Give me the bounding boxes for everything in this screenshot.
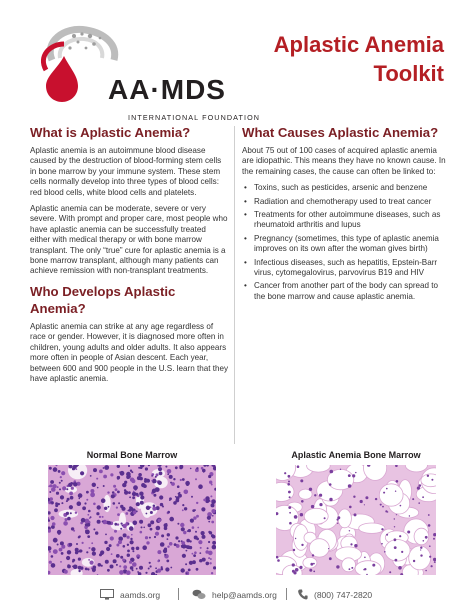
causes-list-item: • Radiation and chemotherapy used to treat cancer	[242, 197, 446, 207]
footer-email[interactable]	[192, 589, 277, 600]
footer-phone[interactable]	[298, 589, 372, 600]
normal-marrow-caption: Normal Bone Marrow	[86, 450, 178, 460]
title-line-2: Toolkit	[373, 61, 444, 86]
aamds-logo	[30, 22, 261, 122]
footer-email-text[interactable]: help@aamds.org	[212, 589, 277, 600]
causes-list	[242, 183, 446, 302]
aplastic-marrow-image	[276, 465, 436, 575]
what-paragraph-1: Aplastic anemia is an autoimmune blood disease caused by the destruction of blood-forming stem cells in bone marrow by your immune system. These stem cells normally develop into three types of blood cells: red blood cells, white blood cells and platelets.	[30, 146, 222, 197]
right-column	[242, 118, 446, 305]
footer-phone-text[interactable]: (800) 747-2820	[314, 589, 373, 600]
normal-marrow-figure	[48, 450, 216, 575]
aplastic-marrow-caption: Aplastic Anemia Bone Marrow	[291, 450, 421, 460]
what-heading: What is Aplastic Anemia?	[30, 125, 191, 140]
aplastic-marrow-figure	[276, 450, 436, 575]
causes-heading: What Causes Aplastic Anemia?	[242, 125, 439, 140]
monitor-icon	[100, 589, 114, 600]
left-column	[30, 118, 228, 390]
footer-separator	[178, 588, 179, 600]
causes-list-item: • Toxins, such as pesticides, arsenic and benzene	[242, 183, 446, 193]
logo-subtitle: INTERNATIONAL FOUNDATION	[128, 113, 261, 122]
footer-contact-bar	[0, 580, 474, 606]
causes-list-item: • Treatments for other autoimmune diseases, such as rheumatoid arthritis and lupus	[242, 210, 446, 231]
what-paragraph-2: Aplastic anemia can be moderate, severe or very severe. With prompt and proper care, most people who have aplastic anemia can be successfully treated either with medical therapy or with bone marrow transplant. The only “true” cure for aplastic anemia is a bone marrow transplant, although many patients can achieve remission with non-transplant treatments.	[30, 204, 228, 276]
normal-marrow-image	[48, 465, 216, 575]
phone-icon	[298, 589, 308, 600]
chat-bubbles-icon	[192, 589, 206, 600]
causes-list-item: • Infectious diseases, such as hepatitis, Epstein-Barr virus, cytomegalovirus, parvovirus B19 and HIV	[242, 258, 446, 279]
causes-paragraph: About 75 out of 100 cases of acquired aplastic anemia are idiopathic. This means they have no known cause. In the remaining cases, the cause can often be linked to:	[242, 146, 446, 176]
who-heading: Who Develops Aplastic Anemia?	[30, 283, 176, 316]
footer-website-text[interactable]: aamds.org	[120, 589, 161, 600]
normal-marrow-micrograph	[48, 465, 216, 575]
causes-list-item: • Pregnancy (sometimes, this type of aplastic anemia improves on its own after the woman gives birth)	[242, 234, 446, 255]
footer-website[interactable]	[100, 589, 160, 600]
causes-list-item: • Cancer from another part of the body can spread to the bone marrow and cause aplastic anemia.	[242, 281, 446, 302]
who-paragraph: Aplastic anemia can strike at any age regardless of race or gender. However, it is diagnosed more often in children, young adults and older adults. It also appears more often in people of Asian descent. Each year, between 600 and 900 people in the U.S. learn that they have aplastic anemia.	[30, 321, 228, 383]
logo-wordmark: AA·MDS	[108, 74, 226, 105]
aplastic-marrow-micrograph	[276, 465, 436, 575]
footer-separator	[286, 588, 287, 600]
title-line-1: Aplastic Anemia	[273, 32, 444, 57]
column-divider	[234, 126, 235, 444]
document-title	[274, 30, 444, 88]
